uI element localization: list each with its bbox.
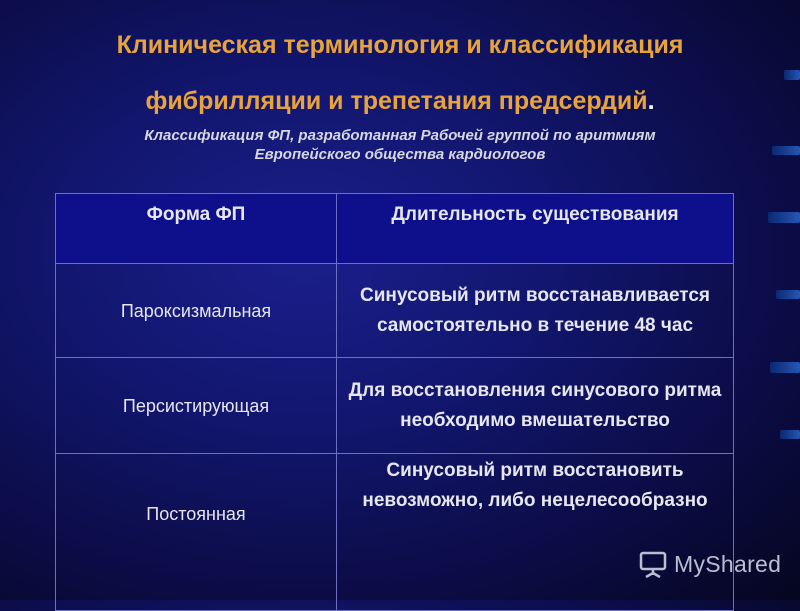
cell-duration: Синусовый ритм восстанавливается самостоятельно в течение 48 час: [337, 264, 734, 358]
header-duration: Длительность существования: [337, 194, 734, 264]
subtitle-line-2: Европейского общества кардиологов: [254, 146, 546, 163]
cell-form: Постоянная: [56, 454, 337, 611]
decorative-bar: [770, 362, 800, 373]
watermark: [638, 546, 781, 582]
presentation-board-icon: [638, 549, 668, 579]
table-row: [56, 454, 734, 611]
decorative-bar: [780, 430, 800, 439]
cell-duration: Для восстановления синусового ритма необходимо вмешательство: [337, 358, 734, 454]
header-form: Форма ФП: [56, 194, 337, 264]
decorative-bar: [776, 290, 800, 299]
decorative-bar: [784, 70, 800, 80]
subtitle-line-1: Классификация ФП, разработанная Рабочей группой по аритмиям: [144, 127, 656, 144]
table-header-row: [56, 194, 734, 264]
slide-subtitle: [0, 126, 800, 164]
table-row: [56, 358, 734, 454]
slide-title-line-2-text: фибрилляции и трепетания предсердий: [145, 87, 648, 115]
cell-form: Пароксизмальная: [56, 264, 337, 358]
decorative-bar: [768, 212, 800, 223]
table-row: [56, 264, 734, 358]
classification-table: [55, 193, 734, 611]
cell-form: Персистирующая: [56, 358, 337, 454]
slide-title-line-2: [0, 86, 800, 116]
cell-duration: Синусовый ритм восстановить невозможно, либо нецелесообразно: [337, 454, 734, 611]
watermark-text: MyShared: [674, 550, 782, 577]
slide-title-line-1: Клиническая терминология и классификация: [116, 31, 684, 59]
slide-title-period: .: [647, 87, 655, 115]
